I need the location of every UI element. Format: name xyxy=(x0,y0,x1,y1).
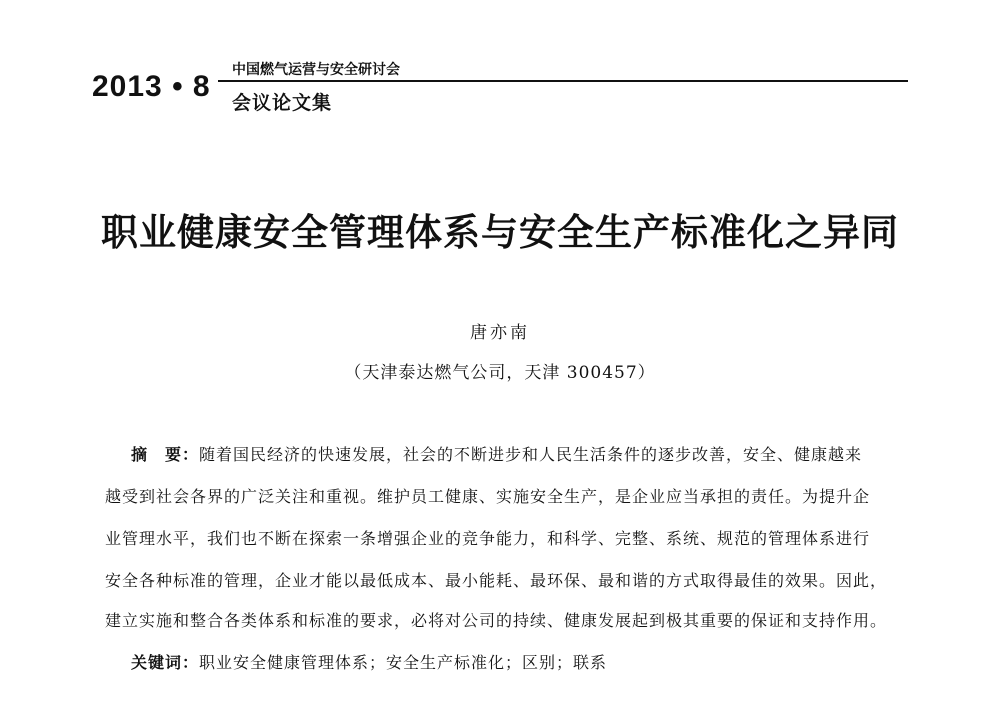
keywords-text: 职业安全健康管理体系；安全生产标准化；区别；联系 xyxy=(199,653,608,672)
issue-number: 2013 • 8 xyxy=(92,70,211,103)
keywords-label: 关键词： xyxy=(131,653,200,672)
proceedings-label: 会议论文集 xyxy=(232,92,333,114)
header-divider xyxy=(218,80,908,82)
abstract-line: 业管理水平，我们也不断在探索一条增强企业的竞争能力，和科学、完整、系统、规范的管理体系进行 xyxy=(105,529,871,548)
abstract-line xyxy=(131,442,862,465)
keywords xyxy=(131,650,607,673)
conference-name: 中国燃气运营与安全研讨会 xyxy=(232,62,400,78)
abstract-text: 随着国民经济的快速发展，社会的不断进步和人民生活条件的逐步改善，安全、健康越来 xyxy=(199,445,863,464)
abstract-label: 摘 要： xyxy=(131,445,200,464)
abstract-line: 越受到社会各界的广泛关注和重视。维护员工健康、实施安全生产，是企业应当承担的责任。为提升企 xyxy=(105,487,871,506)
abstract-line: 建立实施和整合各类体系和标准的要求，必将对公司的持续、健康发展起到极其重要的保证和支持作用。 xyxy=(105,611,888,630)
abstract-line: 安全各种标准的管理，企业才能以最低成本、最小能耗、最环保、最和谐的方式取得最佳的效果。因此， xyxy=(105,571,888,590)
author-affiliation: （天津泰达燃气公司，天津 300457） xyxy=(344,363,656,383)
paper-title: 职业健康安全管理体系与安全生产标准化之异同 xyxy=(101,211,899,254)
author-name: 唐亦南 xyxy=(470,323,530,343)
